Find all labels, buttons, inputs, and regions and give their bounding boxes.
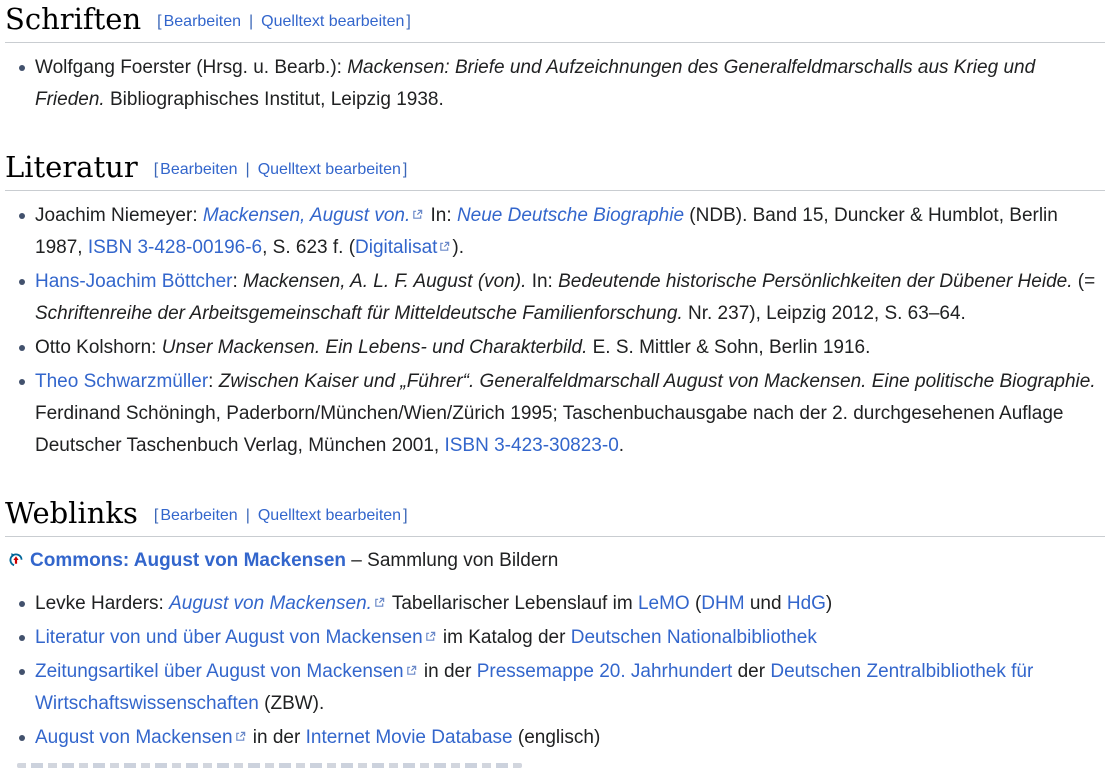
external-link-icon	[235, 731, 246, 742]
text-run: im Katalog der	[437, 626, 571, 648]
text-run: der	[732, 660, 771, 682]
edit-source-link[interactable]: Quelltext bearbeiten	[257, 160, 401, 178]
edit-link[interactable]: Bearbeiten	[163, 13, 241, 30]
text-run: (NDB). Band 15, Duncker & Humblot, Berlin 1987,	[35, 204, 1058, 258]
text-run: Bedeutende historische Persönlichkeiten der Dübener Heide.	[558, 270, 1073, 292]
wiki-link[interactable]: ISBN 3-423-30823-0	[444, 434, 619, 456]
text-run: Tabellarischer Lebenslauf im	[386, 592, 638, 614]
bracket-close: ]	[406, 13, 411, 30]
edit-link[interactable]: Bearbeiten	[160, 506, 238, 524]
reference-list	[5, 52, 1105, 116]
section-edit-links	[154, 161, 408, 178]
section-edit-links	[154, 507, 408, 524]
section-literatur	[5, 149, 1105, 462]
section-schriften	[5, 4, 1105, 116]
reference-list	[5, 200, 1105, 462]
wiki-link[interactable]: Internet Movie Database	[305, 726, 513, 748]
text-run: Ferdinand Schöningh, Paderborn/München/Wien/Zürich 1995; Taschenbuchausgabe nach der 2. durchgesehenen Auflage Deutscher Taschenbuch Verlag, München 2001,	[35, 402, 1064, 456]
text-run: in der	[418, 660, 477, 682]
section-heading-text: Literatur	[5, 149, 138, 184]
list-item	[35, 332, 1105, 364]
text-run: (	[689, 592, 702, 614]
external-link[interactable]: Zeitungsartikel über August von Mackensen	[35, 660, 404, 682]
wiki-link[interactable]: Pressemappe 20. Jahrhundert	[476, 660, 733, 682]
list-item	[35, 588, 1105, 620]
bracket-open: [	[153, 506, 159, 524]
cutoff-text-sliver	[17, 763, 522, 768]
text-run: Levke Harders:	[35, 592, 170, 614]
section-heading-text: Weblinks	[5, 495, 138, 530]
wiki-link[interactable]: Commons: August von Mackensen	[30, 549, 347, 571]
bracket-close: ]	[403, 506, 408, 524]
text-run: Otto Kolshorn:	[35, 336, 162, 358]
wiki-link[interactable]: DHM	[701, 592, 745, 614]
text-run: Wolfgang Foerster (Hrsg. u. Bearb.):	[35, 56, 348, 78]
text-run: Mackensen: Briefe und Aufzeichnungen des Generalfeldmarschalls aus Krieg und Frieden.	[35, 56, 1036, 110]
text-run: in der	[247, 726, 306, 748]
bracket-close: ]	[402, 160, 408, 178]
edit-source-link[interactable]: Quelltext bearbeiten	[261, 13, 405, 30]
section-weblinks	[5, 495, 1105, 768]
text-run: Zwischen Kaiser und „Führer“. Generalfeldmarschall August von Mackensen. Eine politische Biographie.	[218, 370, 1096, 392]
text-run: und	[744, 592, 787, 614]
edit-links-separator: |	[249, 13, 254, 30]
list-item	[35, 722, 1105, 754]
wiki-link[interactable]: Hans-Joachim Böttcher	[35, 270, 233, 292]
edit-source-link[interactable]: Quelltext bearbeiten	[257, 506, 402, 524]
list-item	[35, 622, 1105, 654]
text-run: – Sammlung von Bildern	[346, 549, 559, 571]
section-edit-links	[157, 13, 411, 30]
text-run: ).	[452, 236, 465, 258]
text-run: (ZBW).	[258, 692, 325, 714]
wiki-link[interactable]: Theo Schwarzmüller	[35, 370, 209, 392]
wiki-link[interactable]: Neue Deutsche Biographie	[456, 204, 685, 226]
bracket-open: [	[153, 160, 159, 178]
section-heading	[5, 495, 1105, 537]
external-link[interactable]: Mackensen, August von.	[202, 204, 411, 226]
bracket-open: [	[157, 13, 162, 30]
text-run: :	[208, 370, 219, 392]
list-item	[35, 52, 1105, 116]
text-run: Mackensen, A. L. F. August (von).	[243, 270, 527, 292]
text-run: E. S. Mittler & Sohn, Berlin 1916.	[587, 336, 871, 358]
commons-line	[5, 545, 1105, 579]
text-run: (englisch)	[512, 726, 601, 748]
text-run: In:	[526, 270, 559, 292]
text-run: Unser Mackensen. Ein Lebens- und Charakterbild.	[161, 336, 588, 358]
list-item	[35, 200, 1105, 264]
text-run: Schriftenreihe der Arbeitsgemeinschaft für Mitteldeutsche Familienforschung.	[35, 302, 683, 324]
text-run: Bibliographisches Institut, Leipzig 1938.	[104, 88, 444, 110]
external-link-icon	[439, 241, 450, 252]
external-link[interactable]: August von Mackensen.	[169, 592, 372, 614]
text-run: (=	[1072, 270, 1096, 292]
list-item	[35, 266, 1105, 330]
wiki-link[interactable]: Deutschen Nationalbibliothek	[570, 626, 817, 648]
wiki-link[interactable]: LeMO	[637, 592, 690, 614]
wiki-link[interactable]: HdG	[786, 592, 826, 614]
section-heading	[5, 149, 1105, 191]
external-link-icon	[412, 209, 423, 220]
text-run: .	[618, 434, 625, 456]
edit-links-separator: |	[245, 506, 250, 524]
commons-text	[30, 550, 558, 571]
section-heading	[5, 4, 1105, 43]
wiki-link[interactable]: Deutschen Zentralbibliothek für Wirtschaftswissenschaften	[35, 660, 1034, 714]
text-run: Nr. 237), Leipzig 2012, S. 63–64.	[682, 302, 966, 324]
text-run: :	[232, 270, 244, 292]
wikimedia-commons-icon	[8, 547, 24, 579]
edit-link[interactable]: Bearbeiten	[160, 160, 238, 178]
external-link-icon	[425, 631, 436, 642]
external-link-icon	[374, 597, 385, 608]
external-link[interactable]: Digitalisat	[355, 236, 438, 258]
list-item	[35, 656, 1105, 720]
edit-links-separator: |	[245, 160, 250, 178]
list-item	[35, 366, 1105, 462]
text-run: In:	[425, 204, 457, 226]
text-run: )	[825, 592, 833, 614]
section-heading-text: Schriften	[5, 2, 142, 36]
external-link[interactable]: Literatur von und über August von Mackensen	[35, 626, 423, 648]
wiki-link[interactable]: ISBN 3-428-00196-6	[87, 236, 263, 258]
external-link[interactable]: August von Mackensen	[35, 726, 233, 748]
external-link-icon	[406, 665, 417, 676]
text-run: Joachim Niemeyer:	[35, 204, 203, 226]
text-run: , S. 623 f. (	[262, 236, 356, 258]
weblinks-list	[5, 588, 1105, 754]
